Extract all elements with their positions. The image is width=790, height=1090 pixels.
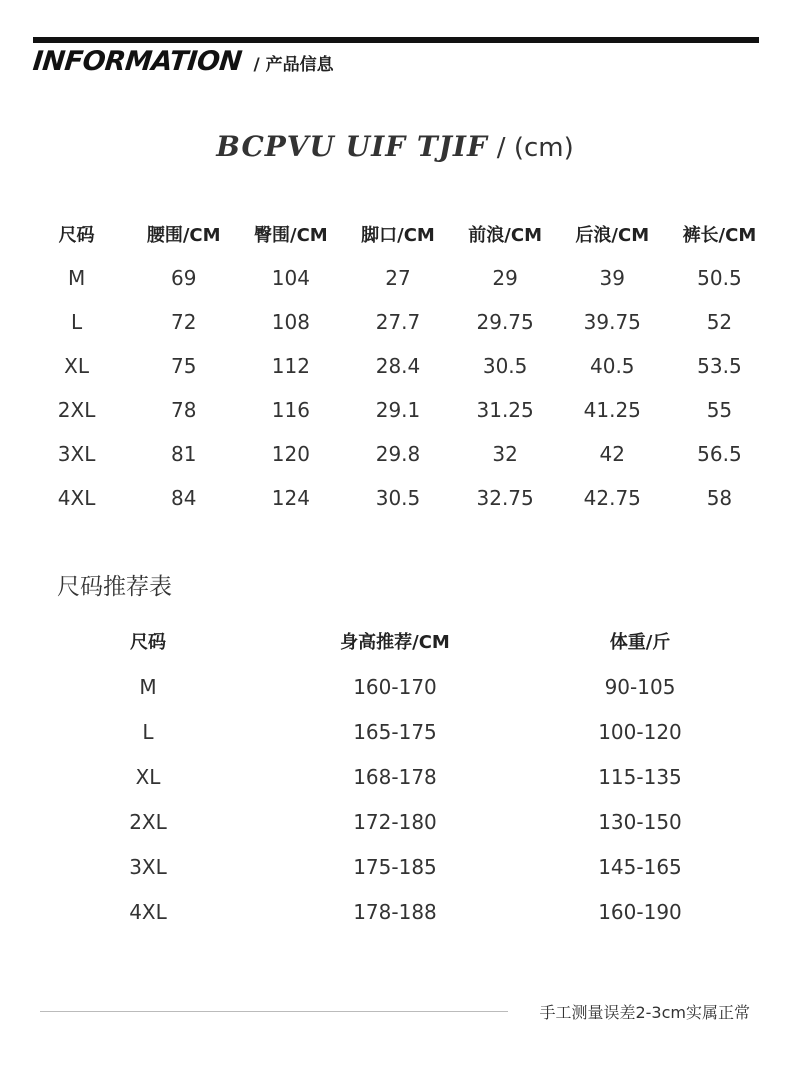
recommend-table-cell: 168-178 — [353, 765, 437, 789]
size-table-header-cell: 尺码 — [58, 225, 95, 246]
size-table-cell: 31.25 — [476, 398, 534, 422]
size-table-header-cell: 后浪/CM — [575, 225, 650, 246]
size-table-cell: 2XL — [57, 398, 96, 422]
header-title-cn: / 产品信息 — [253, 55, 334, 75]
size-table-cell: 56.5 — [697, 442, 742, 466]
recommend-table-cell: 145-165 — [598, 855, 682, 879]
size-table-header-cell: 裤长/CM — [682, 225, 757, 246]
size-table-row — [23, 476, 773, 520]
size-table-cell: 29.8 — [375, 442, 421, 466]
recommend-table-header-cell: 尺码 — [130, 632, 166, 653]
recommend-table-header-cell: 体重/斤 — [609, 632, 671, 653]
measurement-note: 手工测量误差2-3cm实属正常 — [539, 1003, 750, 1022]
recommend-table-cell: 100-120 — [598, 720, 682, 744]
bottom-divider — [40, 1011, 508, 1012]
recommend-table-cell: 160-170 — [353, 675, 437, 699]
recommend-table-cell: 3XL — [129, 855, 167, 879]
recommend-table-cell: M — [139, 675, 157, 699]
size-table-row — [23, 432, 773, 476]
recommend-table-cell: 165-175 — [353, 720, 437, 744]
recommend-table-row — [0, 755, 790, 800]
size-table-cell: 40.5 — [590, 354, 635, 378]
size-table-cell: 78 — [170, 398, 197, 422]
recommend-table-cell: XL — [135, 765, 161, 789]
size-table-cell: 32.75 — [476, 486, 534, 510]
size-table-row — [23, 344, 773, 388]
size-table-header-cell: 前浪/CM — [468, 225, 542, 246]
size-table-cell: 53.5 — [697, 354, 742, 378]
size-table-cell: 116 — [271, 398, 310, 422]
size-table-cell: M — [67, 266, 86, 290]
recommend-table-header-cell: 身高推荐/CM — [340, 632, 450, 653]
size-table-cell: 39.75 — [583, 310, 641, 334]
size-table-cell: 3XL — [57, 442, 96, 466]
recommend-table-row — [0, 800, 790, 845]
size-table-cell: 81 — [170, 442, 197, 466]
size-table-cell: 52 — [706, 310, 733, 334]
size-table-cell: 112 — [271, 354, 310, 378]
size-table-cell: 120 — [271, 442, 310, 466]
recommend-table-row — [0, 710, 790, 755]
size-table-cell: 30.5 — [375, 486, 421, 510]
size-table-cell: 108 — [271, 310, 310, 334]
size-table-cell: 27 — [385, 266, 411, 290]
size-table-cell: 30.5 — [482, 354, 528, 378]
recommend-table-cell: 2XL — [129, 810, 167, 834]
table-title-unit: / (cm) — [496, 133, 574, 163]
table-title — [0, 130, 790, 163]
size-table — [23, 212, 773, 520]
size-table-cell: 28.4 — [375, 354, 421, 378]
size-table-cell: 84 — [170, 486, 197, 510]
page-header — [33, 46, 334, 77]
recommend-table-cell: 115-135 — [598, 765, 682, 789]
recommend-table-header — [0, 620, 790, 665]
recommend-table-cell: 160-190 — [598, 900, 682, 924]
size-table-cell: 39 — [599, 266, 625, 290]
table-title-main: BCPVU UIF TJIF — [216, 130, 488, 163]
size-table-header-cell: 臀围/CM — [254, 225, 328, 246]
recommend-table-cell: L — [142, 720, 154, 744]
recommend-table-cell: 130-150 — [598, 810, 682, 834]
size-table-header-cell: 脚口/CM — [361, 225, 435, 246]
size-table-row — [23, 300, 773, 344]
recommend-table-row — [0, 845, 790, 890]
size-table-cell: 72 — [170, 310, 197, 334]
recommend-table — [0, 620, 790, 935]
size-table-cell: 124 — [271, 486, 310, 510]
recommend-table-row — [0, 890, 790, 935]
recommend-table-cell: 4XL — [129, 900, 167, 924]
size-table-cell: 42 — [599, 442, 625, 466]
header-title-en: INFORMATION — [31, 46, 244, 77]
size-table-cell: 4XL — [57, 486, 96, 510]
recommend-table-row — [0, 665, 790, 710]
size-table-cell: 55 — [706, 398, 733, 422]
size-table-row — [23, 388, 773, 432]
recommend-section-title: 尺码推荐表 — [57, 574, 172, 600]
size-table-header-cell: 腰围/CM — [146, 225, 221, 246]
size-table-cell: 104 — [271, 266, 310, 290]
size-table-cell: 50.5 — [697, 266, 742, 290]
recommend-table-cell: 172-180 — [353, 810, 437, 834]
size-table-cell: 32 — [492, 442, 518, 466]
size-table-cell: 27.7 — [375, 310, 421, 334]
size-table-cell: 69 — [170, 266, 197, 290]
size-table-row — [23, 256, 773, 300]
size-table-cell: 42.75 — [583, 486, 641, 510]
recommend-table-cell: 175-185 — [353, 855, 437, 879]
recommend-table-cell: 178-188 — [353, 900, 437, 924]
top-divider — [33, 37, 759, 43]
size-table-cell: 29.75 — [476, 310, 534, 334]
recommend-table-cell: 90-105 — [604, 675, 676, 699]
size-table-cell: L — [70, 310, 83, 334]
size-table-cell: XL — [64, 354, 89, 378]
size-table-cell: 29 — [492, 266, 518, 290]
size-table-cell: 29.1 — [375, 398, 421, 422]
size-table-header — [23, 212, 773, 256]
size-table-cell: 41.25 — [583, 398, 641, 422]
size-table-cell: 58 — [706, 486, 733, 510]
size-table-cell: 75 — [170, 354, 197, 378]
